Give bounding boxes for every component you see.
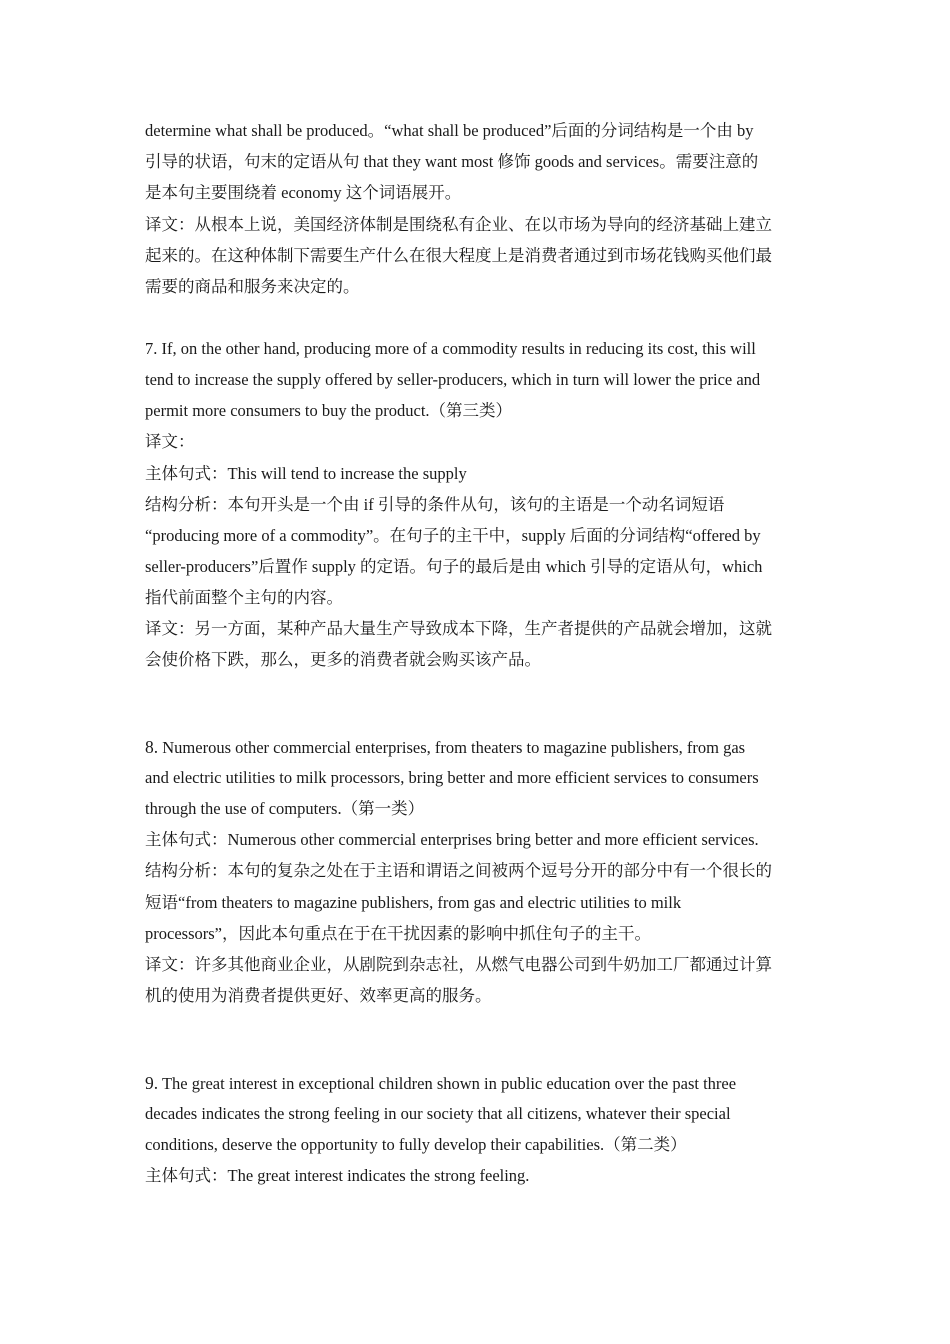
item7-main-pattern: 主体句式：This will tend to increase the supply xyxy=(145,464,467,483)
item8-sentence-line xyxy=(145,736,810,759)
item9-sentence-line: decades indicates the strong feeling in our society that all citizens, whatever their special xyxy=(145,1104,731,1123)
intro-line: 引导的状语，句末的定语从句 that they want most 修饰 goods and services。需要注意的 xyxy=(145,152,759,171)
item8-analysis-line: processors”，因此本句重点在于在干扰因素的影响中抓住句子的主干。 xyxy=(145,924,651,943)
item8-sentence-line: through the use of computers.（第一类） xyxy=(145,799,425,818)
item7-number: 7. xyxy=(145,339,158,358)
item8-analysis-line: 短语“from theaters to magazine publishers, from gas and electric utilities to milk xyxy=(145,893,682,912)
item7-sentence-line: tend to increase the supply offered by seller-producers, which in turn will lower the price and xyxy=(145,370,761,389)
item9-number: 9. xyxy=(145,1073,159,1093)
item8-number: 8. xyxy=(145,737,159,757)
item8-sentence-line: and electric utilities to milk processors, bring better and more efficient services to consumers xyxy=(145,768,759,787)
item8-main-pattern: 主体句式：Numerous other commercial enterprises bring better and more efficient services. xyxy=(145,830,759,849)
item7-analysis-line: 结构分析：本句开头是一个由 if 引导的条件从句，该句的主语是一个动名词短语 xyxy=(145,495,725,514)
item7-analysis-line: “producing more of a commodity”。在句子的主干中，supply 后面的分词结构“offered by xyxy=(145,526,761,545)
item9-sentence-line: conditions, deserve the opportunity to fully develop their capabilities.（第二类） xyxy=(145,1135,687,1154)
intro-line: determine what shall be produced。“what shall be produced”后面的分词结构是一个由 by xyxy=(145,121,754,140)
intro-translation-line: 译文：从根本上说，美国经济体制是围绕私有企业、在以市场为导向的经济基础上建立 xyxy=(145,215,772,234)
item9-main-pattern: 主体句式：The great interest indicates the strong feeling. xyxy=(145,1166,530,1185)
item7-sentence-line xyxy=(145,338,810,360)
item7-sentence-text: If, on the other hand, producing more of a commodity results in reducing its cost, this will xyxy=(157,339,756,358)
item7-sentence-line: permit more consumers to buy the product.（第三类） xyxy=(145,401,513,420)
item7-analysis-line: seller-producers”后置作 supply 的定语。句子的最后是由 which 引导的定语从句，which xyxy=(145,557,763,576)
item7-analysis-line: 指代前面整个主句的内容。 xyxy=(145,588,343,607)
item8-analysis-line: 结构分析：本句的复杂之处在于主语和谓语之间被两个逗号分开的部分中有一个很长的 xyxy=(145,861,772,880)
item8-translation-line: 译文：许多其他商业企业，从剧院到杂志社，从燃气电器公司到牛奶加工厂都通过计算 xyxy=(145,955,772,974)
item8-translation-line: 机的使用为消费者提供更好、效率更高的服务。 xyxy=(145,986,492,1005)
intro-line: 是本句主要围绕着 economy 这个词语展开。 xyxy=(145,183,462,202)
item7-translation-label: 译文： xyxy=(145,432,195,451)
item8-sentence-text: Numerous other commercial enterprises, from theaters to magazine publishers, from gas xyxy=(158,738,746,757)
intro-translation-line: 起来的。在这种体制下需要生产什么在很大程度上是消费者通过到市场花钱购买他们最 xyxy=(145,246,772,265)
item7-translation-line: 译文：另一方面，某种产品大量生产导致成本下降，生产者提供的产品就会增加，这就 xyxy=(145,619,772,638)
item9-sentence-text: The great interest in exceptional children shown in public education over the past three xyxy=(158,1074,737,1093)
item7-translation-line: 会使价格下跌，那么，更多的消费者就会购买该产品。 xyxy=(145,650,541,669)
item9-sentence-line xyxy=(145,1072,810,1095)
intro-translation-line: 需要的商品和服务来决定的。 xyxy=(145,277,360,296)
